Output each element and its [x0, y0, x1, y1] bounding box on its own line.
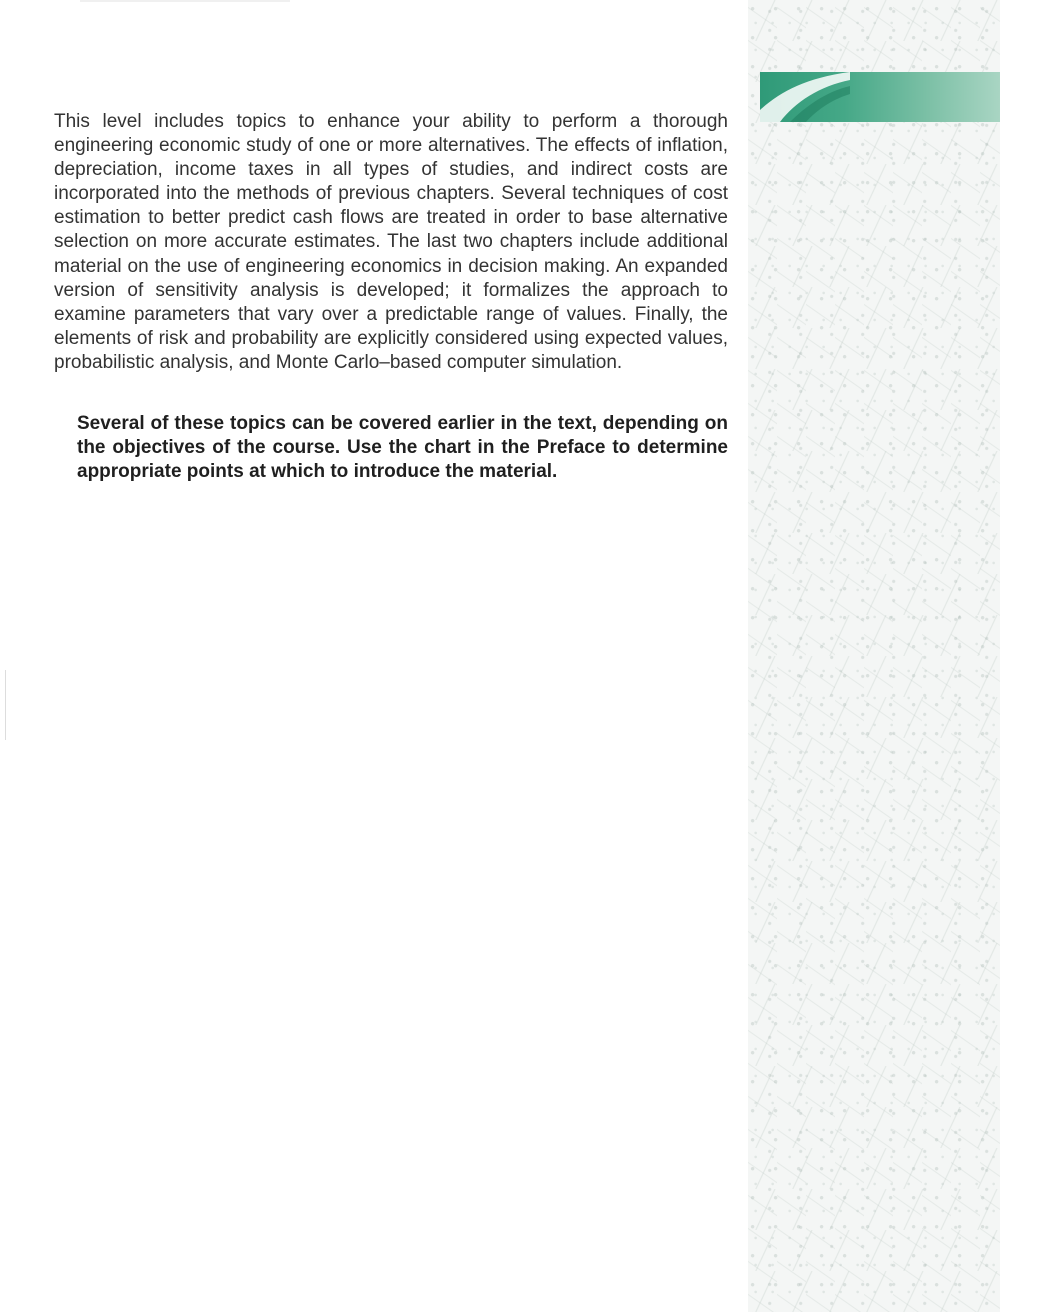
note-paragraph: Several of these topics can be covered earlier in the text, depending on the objectives of the course. Use the chart in the Preface to determine appropriate points at which to introduce the material. — [77, 413, 728, 482]
top-rule — [80, 0, 290, 2]
decorative-side-strip — [748, 0, 1000, 1312]
level-banner — [760, 72, 1000, 122]
margin-tick — [5, 670, 6, 740]
swoosh-icon — [760, 72, 850, 122]
intro-paragraph: This level includes topics to enhance your ability to perform a thorough engineering economic study of one or more alternatives. The effects of inflation, depreciation, income taxes in all types of studies, and indirect costs are incorporated into the methods of previous chapters. Several techniques of cost estimation to better predict cash flows are treated in order to base alternative selection on more accurate estimates. The last two chapters include additional material on the use of engineering economics in decision making. An expanded version of sensitivity analysis is developed; it formalizes the approach to examine parameters that vary over a predictable range of values. Finally, the elements of risk and probability are explicitly considered using expected values, probabilistic analysis, and Monte Carlo–based computer simulation. — [54, 111, 728, 373]
